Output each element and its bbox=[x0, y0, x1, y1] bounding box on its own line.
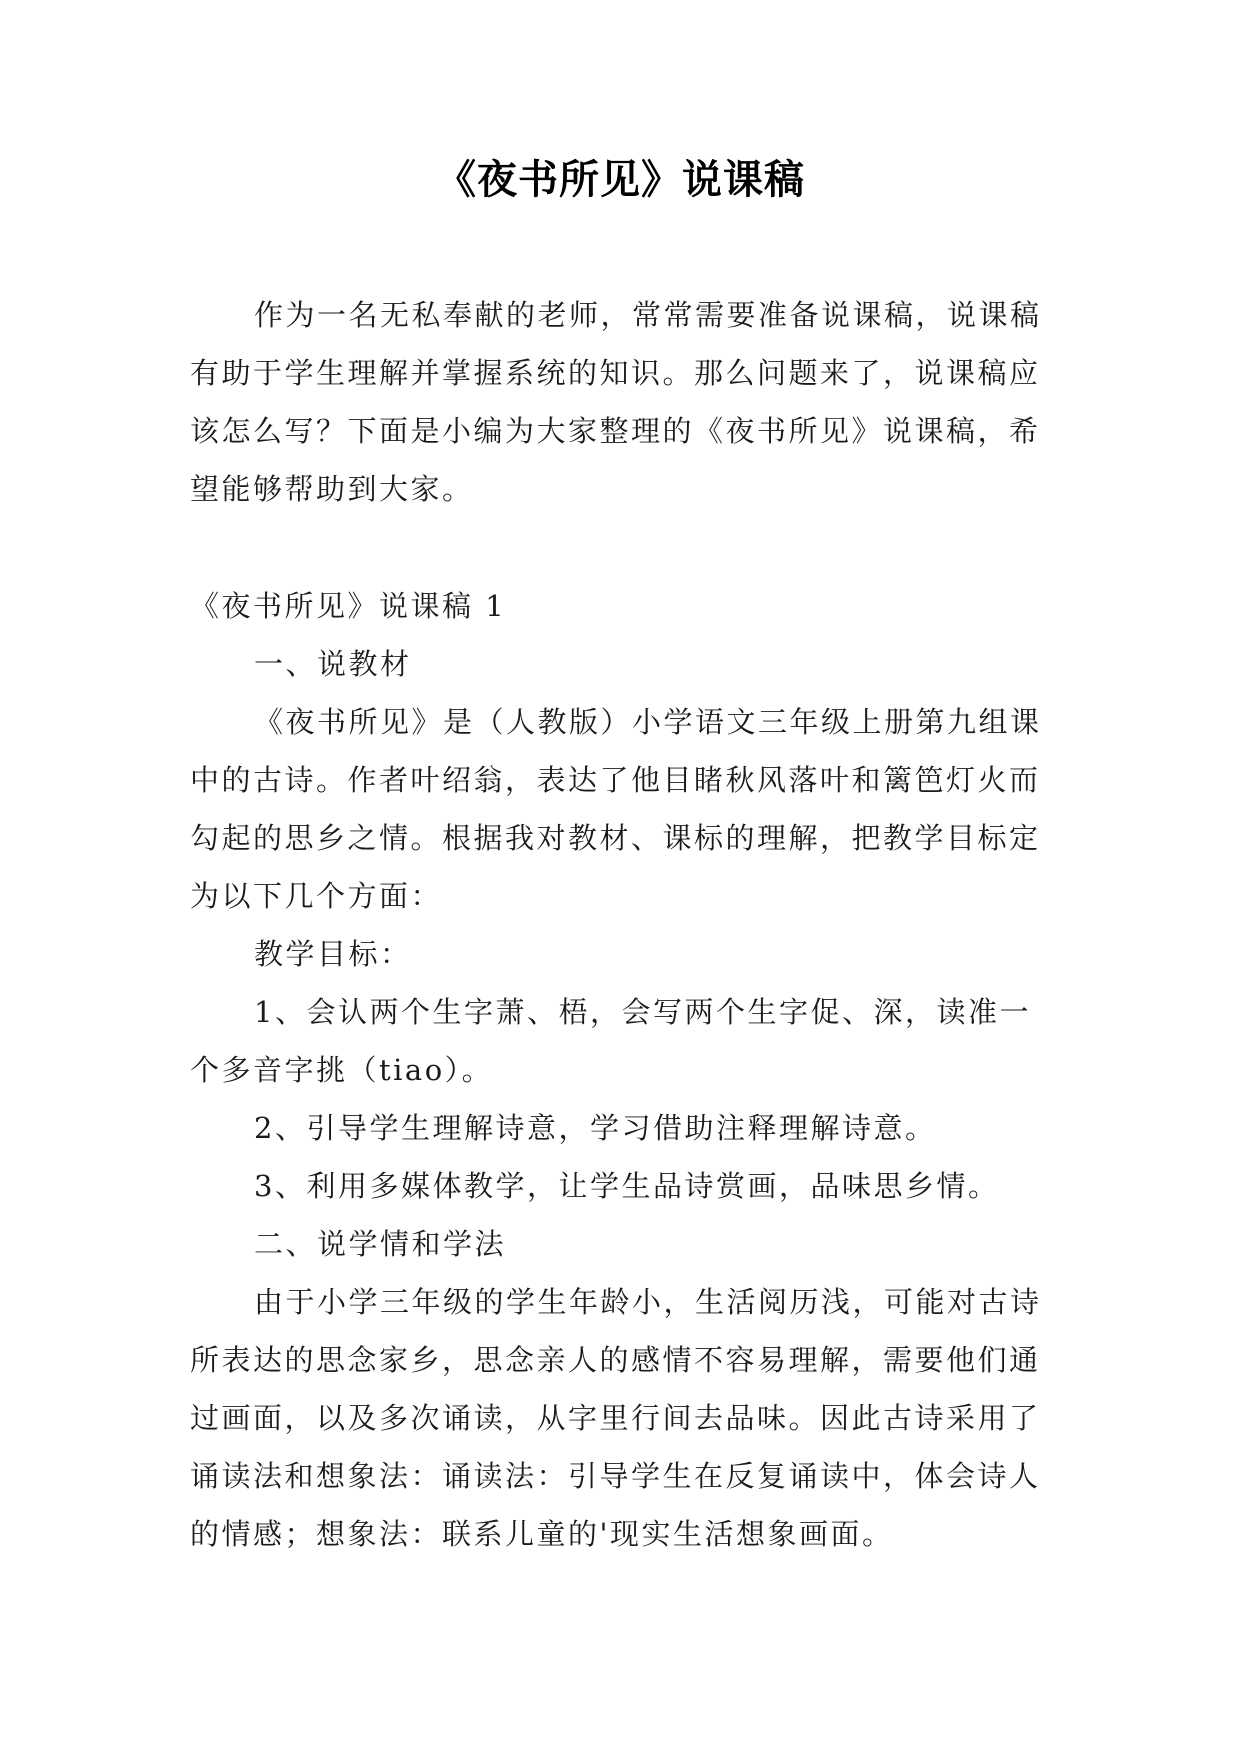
paragraph-textbook: 《夜书所见》是（人教版）小学语文三年级上册第九组课中的古诗。作者叶绍翁，表达了他目睹秋风落叶和篱笆灯火而勾起的思乡之情。根据我对教材、课标的理解，把教学目标定为以下几个方面： bbox=[190, 705, 1042, 913]
heading-textbook: 一、说教材 bbox=[254, 647, 412, 681]
intro-block bbox=[190, 286, 1060, 518]
intro-paragraph: 作为一名无私奉献的老师，常常需要准备说课稿，说课稿有助于学生理解并掌握系统的知识。那么问题来了，说课稿应该怎么写？下面是小编为大家整理的《夜书所见》说课稿，希望能够帮助到大家。 bbox=[190, 298, 1042, 506]
objective-item-1: 1、会认两个生字萧、梧，会写两个生字促、深，读准一个多音字挑（tiao）。 bbox=[190, 995, 1031, 1087]
heading-objectives: 教学目标： bbox=[254, 937, 412, 971]
objective-item-3: 3、利用多媒体教学，让学生品诗赏画，品味思乡情。 bbox=[254, 1169, 1000, 1203]
heading-learning: 二、说学情和学法 bbox=[254, 1227, 507, 1261]
lesson-body bbox=[190, 577, 1060, 1563]
paragraph-learning: 由于小学三年级的学生年龄小，生活阅历浅，可能对古诗所表达的思念家乡，思念亲人的感情不容易理解，需要他们通过画面，以及多次诵读，从字里行间去品味。因此古诗采用了诵读法和想象法：诵读法：引导学生在反复诵读中，体会诗人的情感；想象法：联系儿童的'现实生活想象画面。 bbox=[190, 1285, 1042, 1551]
document-title: 《夜书所见》说课稿 bbox=[436, 157, 805, 203]
section-heading: 《夜书所见》说课稿 1 bbox=[190, 589, 507, 623]
objective-item-2: 2、引导学生理解诗意，学习借助注释理解诗意。 bbox=[254, 1111, 937, 1145]
